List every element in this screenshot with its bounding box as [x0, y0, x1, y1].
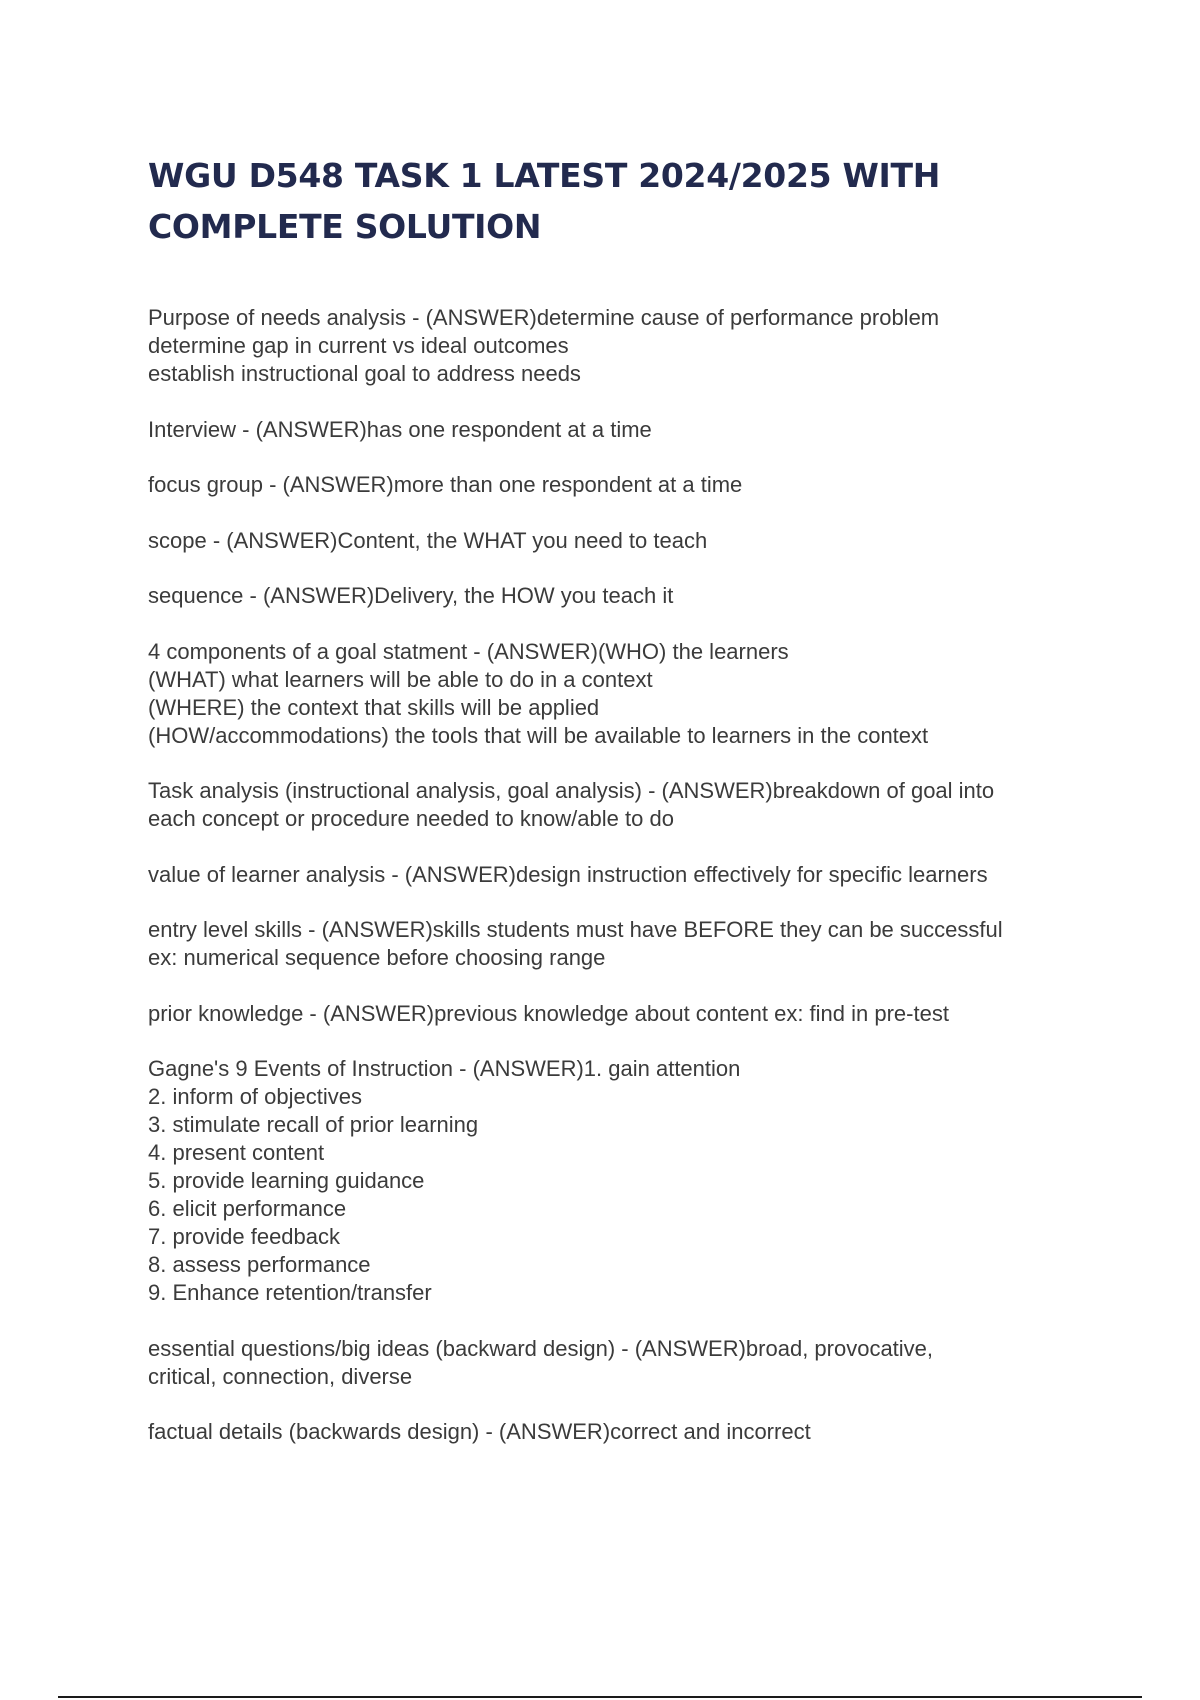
title-line-2: COMPLETE SOLUTION [148, 207, 542, 246]
qa-answer-line: 4. present content [148, 1140, 325, 1165]
qa-entry [148, 861, 1098, 889]
qa-term-line: Task analysis (instructional analysis, goal analysis) - (ANSWER)breakdown of goal into [148, 778, 995, 803]
qa-answer-line: 3. stimulate recall of prior learning [148, 1112, 479, 1137]
qa-entry [148, 1335, 1098, 1391]
qa-entry [148, 582, 1098, 610]
qa-term-line: factual details (backwards design) - (ANSWER)correct and incorrect [148, 1419, 811, 1444]
qa-term-line: essential questions/big ideas (backward design) - (ANSWER)broad, provocative, [148, 1335, 934, 1361]
qa-answer-line: 8. assess performance [148, 1252, 371, 1277]
qa-entry [148, 638, 1098, 750]
qa-answer-line: (HOW/accommodations) the tools that will be available to learners in the context [148, 722, 929, 748]
qa-term-line: Gagne's 9 Events of Instruction - (ANSWER)1. gain attention [148, 1056, 741, 1081]
qa-term-line: focus group - (ANSWER)more than one respondent at a time [148, 472, 743, 497]
qa-entry [148, 777, 1098, 833]
qa-entry [148, 471, 1098, 499]
qa-list [148, 304, 1098, 1474]
qa-term-line: Purpose of needs analysis - (ANSWER)determine cause of performance problem [148, 305, 940, 330]
qa-term-line: Interview - (ANSWER)has one respondent at a time [148, 416, 652, 442]
qa-entry [148, 1418, 1098, 1446]
qa-entry [148, 304, 1098, 388]
qa-term-line: 4 components of a goal statment - (ANSWER)(WHO) the learners [148, 638, 789, 664]
bottom-rule [58, 1696, 1142, 1698]
qa-answer-line: determine gap in current vs ideal outcomes [148, 333, 569, 358]
qa-term-line: sequence - (ANSWER)Delivery, the HOW you teach it [148, 583, 674, 608]
qa-entry [148, 1000, 1098, 1028]
qa-answer-line: 9. Enhance retention/transfer [148, 1280, 432, 1305]
qa-answer-line: 5. provide learning guidance [148, 1168, 425, 1193]
qa-answer-line: 6. elicit performance [148, 1196, 347, 1221]
qa-term-line: prior knowledge - (ANSWER)previous knowledge about content ex: find in pre-test [148, 1000, 949, 1026]
qa-answer-line: (WHAT) what learners will be able to do in a context [148, 666, 653, 692]
qa-answer-line: critical, connection, diverse [148, 1363, 413, 1389]
qa-answer-line: 2. inform of objectives [148, 1084, 362, 1109]
qa-answer-line: establish instructional goal to address needs [148, 361, 581, 386]
qa-entry [148, 916, 1098, 972]
qa-entry [148, 416, 1098, 444]
qa-answer-line: ex: numerical sequence before choosing range [148, 945, 606, 970]
title-line-1: WGU D548 TASK 1 LATEST 2024/2025 WITH [148, 156, 941, 195]
qa-answer-line: (WHERE) the context that skills will be applied [148, 694, 600, 720]
document-title [148, 150, 1048, 252]
qa-entry [148, 527, 1098, 555]
qa-answer-line: each concept or procedure needed to know/able to do [148, 806, 674, 831]
qa-term-line: scope - (ANSWER)Content, the WHAT you need to teach [148, 527, 708, 553]
qa-entry [148, 1055, 1098, 1307]
qa-term-line: value of learner analysis - (ANSWER)design instruction effectively for specific learners [148, 861, 988, 887]
qa-answer-line: 7. provide feedback [148, 1224, 341, 1249]
qa-term-line: entry level skills - (ANSWER)skills students must have BEFORE they can be successful [148, 917, 1003, 942]
